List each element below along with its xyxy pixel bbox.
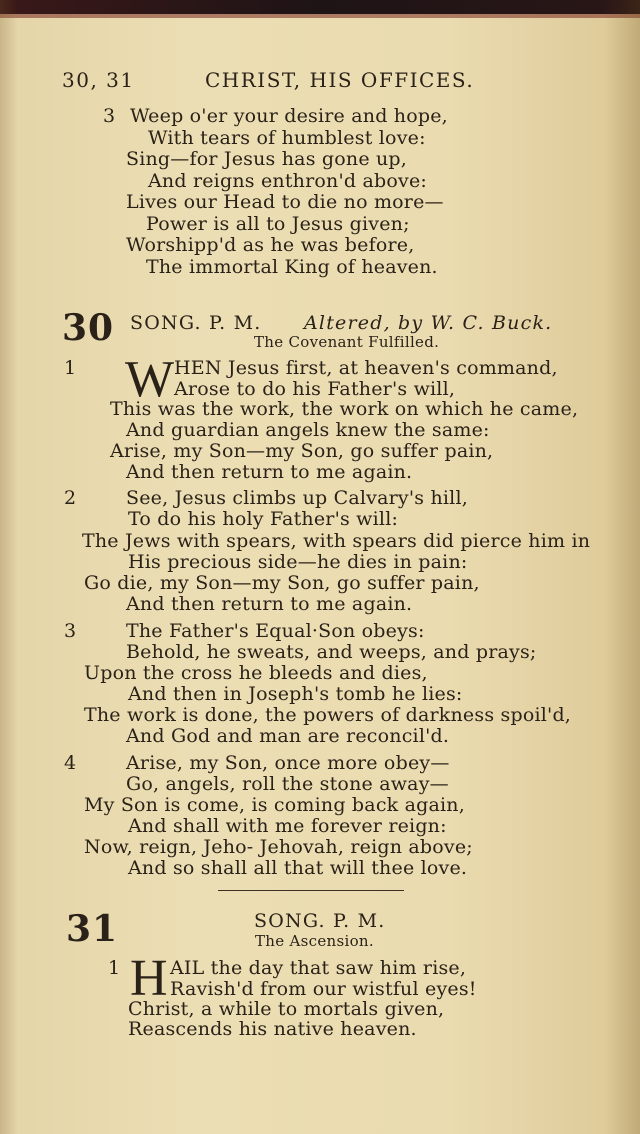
- verse-line: Christ, a while to mortals given,: [128, 998, 445, 1020]
- verse-line: Sing—for Jesus has gone up,: [126, 148, 408, 170]
- verse-line: Worshipp'd as he was before,: [126, 234, 415, 256]
- verse-line: The work is done, the powers of darkness spoil'd,: [84, 704, 572, 726]
- stanza-number: 2: [64, 487, 77, 509]
- verse-line: And shall with me forever reign:: [128, 815, 447, 837]
- drop-cap: W: [125, 351, 175, 408]
- running-title: CHRIST, HIS OFFICES.: [205, 68, 475, 92]
- verse-line: And so shall all that will thee love.: [128, 857, 468, 879]
- verse-line: See, Jesus climbs up Calvary's hill,: [126, 487, 468, 509]
- hymn-number: 31: [66, 908, 119, 950]
- page-top-binding: [0, 14, 640, 18]
- verse-line: This was the work, the work on which he came,: [110, 398, 579, 420]
- verse-line: Go die, my Son—my Son, go suffer pain,: [84, 572, 480, 594]
- verse-line: To do his holy Father's will:: [128, 508, 399, 530]
- verse-line: Lives our Head to die no more—: [126, 191, 444, 213]
- verse-line: Ravish'd from our wistful eyes!: [170, 978, 477, 1000]
- verse-line: And then return to me again.: [126, 593, 413, 615]
- verse-line: My Son is come, is coming back again,: [84, 794, 465, 816]
- page-edge-shadow: [604, 0, 640, 1134]
- verse-line: The Father's Equal·Son obeys:: [126, 620, 425, 642]
- verse-line: And guardian angels knew the same:: [126, 419, 490, 441]
- verse-line: Arose to do his Father's will,: [174, 378, 456, 400]
- stanza-number: 3: [103, 105, 116, 127]
- stanza-number: 3: [64, 620, 77, 642]
- verse-line: With tears of humblest love:: [148, 127, 426, 149]
- verse-line: And then return to me again.: [126, 461, 413, 483]
- verse-line: Arise, my Son, once more obey—: [126, 752, 450, 774]
- verse-line: And then in Joseph's tomb he lies:: [128, 683, 463, 705]
- hymn-subtitle: The Covenant Fulfilled.: [254, 333, 440, 351]
- hymn-number: 30: [62, 307, 115, 349]
- verse-line: AIL the day that saw him rise,: [170, 957, 467, 979]
- verse-line: Weep o'er your desire and hope,: [130, 105, 448, 127]
- verse-line: Now, reign, Jeho- Jehovah, reign above;: [84, 836, 473, 858]
- hymn-subtitle: The Ascension.: [255, 932, 374, 950]
- stanza-number: 1: [108, 957, 121, 979]
- page-numbers: 30, 31: [62, 68, 135, 92]
- section-divider: [218, 890, 404, 891]
- verse-line: Reascends his native heaven.: [128, 1018, 417, 1040]
- hymn-meter: SONG. P. M.: [254, 910, 386, 932]
- hymn-meter: SONG. P. M.: [130, 312, 262, 334]
- verse-line: His precious side—he dies in pain:: [128, 551, 468, 573]
- verse-line: The Jews with spears, with spears did pierce him in: [82, 530, 591, 552]
- verse-line: The immortal King of heaven.: [146, 256, 438, 278]
- verse-line: Behold, he sweats, and weeps, and prays;: [126, 641, 537, 663]
- verse-line: Power is all to Jesus given;: [146, 213, 410, 235]
- verse-line: And God and man are reconcil'd.: [126, 725, 450, 747]
- stanza-number: 1: [64, 357, 77, 379]
- verse-line: Go, angels, roll the stone away—: [126, 773, 449, 795]
- verse-line: And reigns enthron'd above:: [148, 170, 427, 192]
- verse-line: HEN Jesus first, at heaven's command,: [174, 357, 558, 379]
- verse-line: Upon the cross he bleeds and dies,: [84, 662, 428, 684]
- page-gutter-shadow: [0, 0, 18, 1134]
- drop-cap: H: [130, 950, 168, 1007]
- hymn-attribution: Altered, by W. C. Buck.: [304, 312, 553, 334]
- verse-line: Arise, my Son—my Son, go suffer pain,: [110, 440, 494, 462]
- stanza-number: 4: [64, 752, 77, 774]
- page-top-edge: [0, 0, 640, 14]
